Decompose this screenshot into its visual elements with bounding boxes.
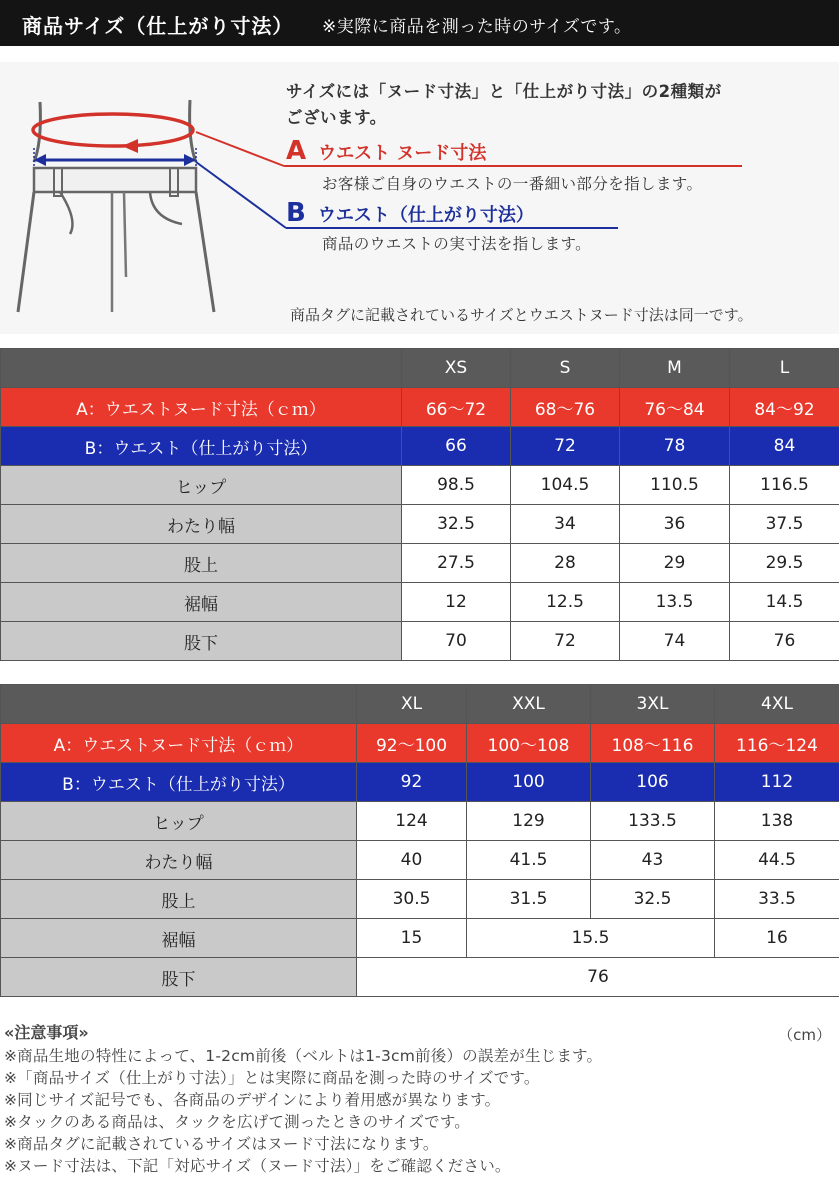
cell-value: 108〜116: [591, 724, 715, 763]
note-line: ※ヌード寸法は、下記「対応サイズ（ヌード寸法）」をご確認ください。: [4, 1157, 511, 1175]
cell-value: 37.5: [730, 505, 839, 544]
label-a: [286, 136, 486, 166]
row-label: わたり幅: [1, 841, 357, 880]
table-row: [1, 466, 839, 505]
cell-value: 104.5: [511, 466, 620, 505]
cell-value: 27.5: [402, 544, 511, 583]
size-header-xxl: XXL: [467, 685, 591, 724]
row-label: B：ウエスト（仕上がり寸法）: [1, 763, 357, 802]
cell-value: 32.5: [591, 880, 715, 919]
cell-value: 14.5: [730, 583, 839, 622]
label-a-description: お客様ご自身のウエストの一番細い部分を指します。: [322, 175, 703, 193]
cell-value: 66〜72: [402, 388, 511, 427]
size-header-4xl: 4XL: [715, 685, 839, 724]
cell-value: 116〜124: [715, 724, 839, 763]
cell-value: 68〜76: [511, 388, 620, 427]
cell-value: 133.5: [591, 802, 715, 841]
cell-value: 100〜108: [467, 724, 591, 763]
tag-size-note: 商品タグに記載されているサイズとウエストヌード寸法は同一です。: [290, 306, 753, 324]
cell-value-merged: 15.5: [467, 919, 715, 958]
label-b-description: 商品のウエストの実寸法を指します。: [322, 235, 592, 253]
cell-value: 76〜84: [620, 388, 730, 427]
cell-value: 66: [402, 427, 511, 466]
label-b-letter: B: [286, 198, 306, 228]
size-header-xs: XS: [402, 349, 511, 388]
size-header-3xl: 3XL: [591, 685, 715, 724]
cell-value: 29.5: [730, 544, 839, 583]
cell-value: 40: [357, 841, 467, 880]
cell-value: 70: [402, 622, 511, 661]
table-row: [1, 763, 839, 802]
table-row: [1, 802, 839, 841]
cell-value: 30.5: [357, 880, 467, 919]
waist-diagram-section: [0, 62, 839, 334]
cell-value: 112: [715, 763, 839, 802]
table-row: [1, 505, 839, 544]
intro-line-2: ございます。: [286, 108, 387, 127]
row-label: 股下: [1, 622, 402, 661]
cell-value: 41.5: [467, 841, 591, 880]
row-label: 股上: [1, 880, 357, 919]
cell-value: 16: [715, 919, 839, 958]
cell-value: 15: [357, 919, 467, 958]
row-label: わたり幅: [1, 505, 402, 544]
cell-value: 92: [357, 763, 467, 802]
cell-value: 74: [620, 622, 730, 661]
table-row: [1, 880, 839, 919]
row-label: ヒップ: [1, 802, 357, 841]
page-subtitle: ※実際に商品を測った時のサイズです。: [322, 17, 632, 37]
row-label: 裾幅: [1, 583, 402, 622]
cell-value: 29: [620, 544, 730, 583]
size-header-s: S: [511, 349, 620, 388]
cell-value: 78: [620, 427, 730, 466]
label-a-text: ウエスト ヌード寸法: [318, 143, 487, 164]
cell-value: 116.5: [730, 466, 839, 505]
cell-value-merged: 76: [357, 958, 839, 997]
header-blank-cell: [1, 349, 402, 388]
cell-value: 33.5: [715, 880, 839, 919]
cell-value: 110.5: [620, 466, 730, 505]
intro-line-1: サイズには「ヌード寸法」と「仕上がり寸法」の2種類が: [286, 82, 722, 101]
cell-value: 12.5: [511, 583, 620, 622]
label-b-text: ウエスト（仕上がり寸法）: [317, 205, 534, 226]
header-bar: [0, 0, 839, 46]
cell-value: 138: [715, 802, 839, 841]
table-row: [1, 544, 839, 583]
cell-value: 84: [730, 427, 839, 466]
unit-label: （cm）: [778, 1026, 831, 1044]
row-label: 股下: [1, 958, 357, 997]
table-row: [1, 841, 839, 880]
table-row: [1, 685, 839, 724]
table-row: [1, 724, 839, 763]
table-row: [1, 583, 839, 622]
notes-heading: «注意事項»: [4, 1023, 89, 1042]
cell-value: 100: [467, 763, 591, 802]
note-line: ※商品生地の特性によって、1-2cm前後（ベルトは1-3cm前後）の誤差が生じます。: [4, 1047, 603, 1065]
table-row: [1, 388, 839, 427]
cell-value: 92〜100: [357, 724, 467, 763]
cell-value: 124: [357, 802, 467, 841]
table-row: [1, 919, 839, 958]
row-label: 裾幅: [1, 919, 357, 958]
row-label: 股上: [1, 544, 402, 583]
note-line: ※同じサイズ記号でも、各商品のデザインにより着用感が異なります。: [4, 1091, 501, 1109]
size-table-1: [0, 348, 839, 661]
size-header-xl: XL: [357, 685, 467, 724]
header-blank-cell: [1, 685, 357, 724]
cell-value: 98.5: [402, 466, 511, 505]
notes-section: [4, 1020, 834, 1177]
cell-value: 34: [511, 505, 620, 544]
cell-value: 31.5: [467, 880, 591, 919]
cell-value: 76: [730, 622, 839, 661]
table-row: [1, 349, 839, 388]
size-header-l: L: [730, 349, 839, 388]
label-b: [286, 198, 534, 228]
cell-value: 129: [467, 802, 591, 841]
cell-value: 32.5: [402, 505, 511, 544]
note-line: ※タックのある商品は、タックを広げて測ったときのサイズです。: [4, 1113, 471, 1131]
table-row: [1, 622, 839, 661]
size-table-2: [0, 684, 839, 997]
cell-value: 106: [591, 763, 715, 802]
label-a-letter: A: [286, 136, 307, 166]
cell-value: 12: [402, 583, 511, 622]
cell-value: 72: [511, 622, 620, 661]
cell-value: 28: [511, 544, 620, 583]
cell-value: 36: [620, 505, 730, 544]
row-label: A：ウエストヌード寸法（ｃｍ）: [1, 724, 357, 763]
cell-value: 13.5: [620, 583, 730, 622]
row-label: ヒップ: [1, 466, 402, 505]
cell-value: 44.5: [715, 841, 839, 880]
cell-value: 43: [591, 841, 715, 880]
cell-value: 84〜92: [730, 388, 839, 427]
table-row: [1, 427, 839, 466]
cell-value: 72: [511, 427, 620, 466]
table-row: [1, 958, 839, 997]
size-header-m: M: [620, 349, 730, 388]
note-line: ※商品タグに記載されているサイズはヌード寸法になります。: [4, 1135, 439, 1153]
note-line: ※「商品サイズ（仕上がり寸法）」とは実際に商品を測った時のサイズです。: [4, 1069, 540, 1087]
row-label: B：ウエスト（仕上がり寸法）: [1, 427, 402, 466]
row-label: A：ウエストヌード寸法（ｃｍ）: [1, 388, 402, 427]
page-title: 商品サイズ（仕上がり寸法）: [22, 14, 294, 38]
